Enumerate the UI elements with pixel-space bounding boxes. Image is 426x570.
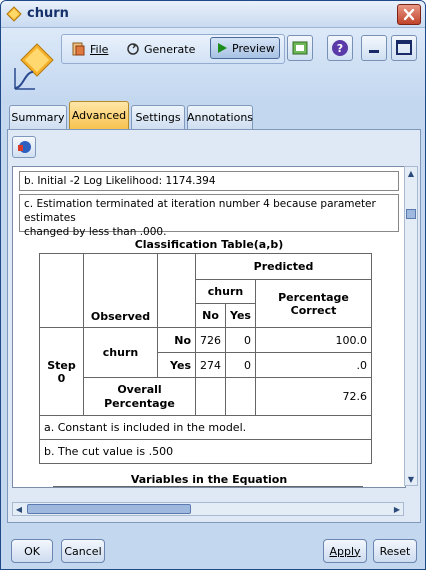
row-label-no: No [158, 328, 196, 353]
launch-viewer-button[interactable] [12, 136, 36, 158]
note-c-line2: changed by less than .000. [24, 226, 167, 238]
predicted-yes-header: Yes [226, 304, 256, 328]
footnote-b: b. The cut value is .500 [40, 440, 372, 464]
footnote-a: a. Constant is included in the model. [40, 416, 372, 440]
model-nugget-icon [6, 6, 22, 22]
overall-percentage-label [84, 378, 196, 416]
corner-cell [40, 254, 84, 328]
generate-menu[interactable] [126, 38, 195, 60]
overall-label-line2: Percentage [104, 396, 175, 410]
output-viewer-icon [13, 137, 35, 157]
predicted-header: Predicted [196, 254, 372, 280]
advanced-panel [7, 129, 421, 523]
churn-predicted-header: churn [196, 280, 256, 304]
close-icon [398, 5, 420, 24]
minimize-icon [362, 36, 386, 60]
generate-icon [126, 42, 140, 56]
maximize-button[interactable] [391, 35, 417, 61]
cell-yes-pct: .0 [256, 353, 372, 378]
export-model-icon [288, 36, 312, 60]
toolbar [1, 28, 425, 98]
note-initial-loglik [19, 171, 399, 191]
cell-yes-no: 274 [196, 353, 226, 378]
observed-header: Observed [84, 254, 158, 328]
file-menu-label: File [90, 42, 109, 56]
output-viewer[interactable] [12, 166, 406, 488]
classification-table [39, 253, 372, 464]
preview-button[interactable] [210, 37, 280, 59]
toolbar-menu-group [61, 34, 285, 64]
cell-no-no: 726 [196, 328, 226, 353]
file-menu[interactable] [70, 38, 108, 60]
overall-label-line1: Overall [117, 382, 162, 396]
vertical-scroll-thumb[interactable] [406, 209, 416, 219]
svg-text:?: ? [336, 42, 344, 55]
cancel-button[interactable]: Cancel [61, 539, 105, 563]
tab-summary[interactable]: Summary [9, 105, 67, 129]
tab-advanced[interactable]: Advanced [69, 101, 129, 129]
scroll-up-arrow[interactable]: ▲ [407, 168, 415, 178]
note-estimation [19, 194, 399, 238]
variables-table-top-border [53, 486, 363, 488]
step-label: Step 0 [40, 328, 84, 416]
generate-menu-label: Generate [144, 42, 196, 56]
observed-churn-label: churn [84, 328, 158, 378]
reset-button[interactable]: Reset [373, 539, 417, 563]
overall-empty-no [196, 378, 226, 416]
close-button[interactable] [397, 4, 421, 25]
note-c-line1: c. Estimation terminated at iteration number 4 because parameter estimates [24, 198, 376, 224]
logistic-model-icon [11, 42, 55, 92]
export-button[interactable] [287, 35, 313, 61]
window-title: churn [27, 6, 69, 21]
ok-button[interactable]: OK [11, 539, 53, 563]
horizontal-scroll-thumb[interactable] [27, 504, 191, 514]
table-row [40, 328, 372, 353]
scroll-down-arrow[interactable]: ▼ [407, 474, 415, 484]
cell-yes-yes: 0 [226, 353, 256, 378]
overall-empty-yes [226, 378, 256, 416]
scroll-right-arrow[interactable]: ▶ [393, 504, 401, 514]
help-icon [328, 36, 352, 60]
scroll-left-arrow[interactable]: ◀ [15, 504, 23, 514]
file-icon [70, 41, 86, 57]
sub-corner-cell [158, 254, 196, 328]
percentage-correct-header: Percentage Correct [256, 280, 372, 328]
variables-table-title: Variables in the Equation [130, 473, 288, 486]
row-label-yes: Yes [158, 353, 196, 378]
cell-no-pct: 100.0 [256, 328, 372, 353]
predicted-no-header: No [196, 304, 226, 328]
apply-button[interactable]: Apply [323, 539, 367, 563]
note-b-text: b. Initial -2 Log Likelihood: 1174.394 [24, 175, 216, 187]
classification-table-title: Classification Table(a,b) [134, 238, 284, 251]
title-bar[interactable] [1, 1, 425, 28]
cell-no-yes: 0 [226, 328, 256, 353]
horizontal-scrollbar[interactable] [12, 502, 404, 516]
vertical-scrollbar[interactable] [404, 166, 418, 486]
tab-annotations[interactable]: Annotations [187, 105, 253, 129]
maximize-icon [392, 36, 416, 60]
table-row [40, 378, 372, 416]
overall-pct-value: 72.6 [256, 378, 372, 416]
minimize-button[interactable] [361, 35, 387, 61]
tab-settings[interactable]: Settings [131, 105, 185, 129]
preview-label: Preview [232, 41, 275, 55]
help-button[interactable] [327, 35, 353, 61]
play-icon [215, 41, 229, 55]
